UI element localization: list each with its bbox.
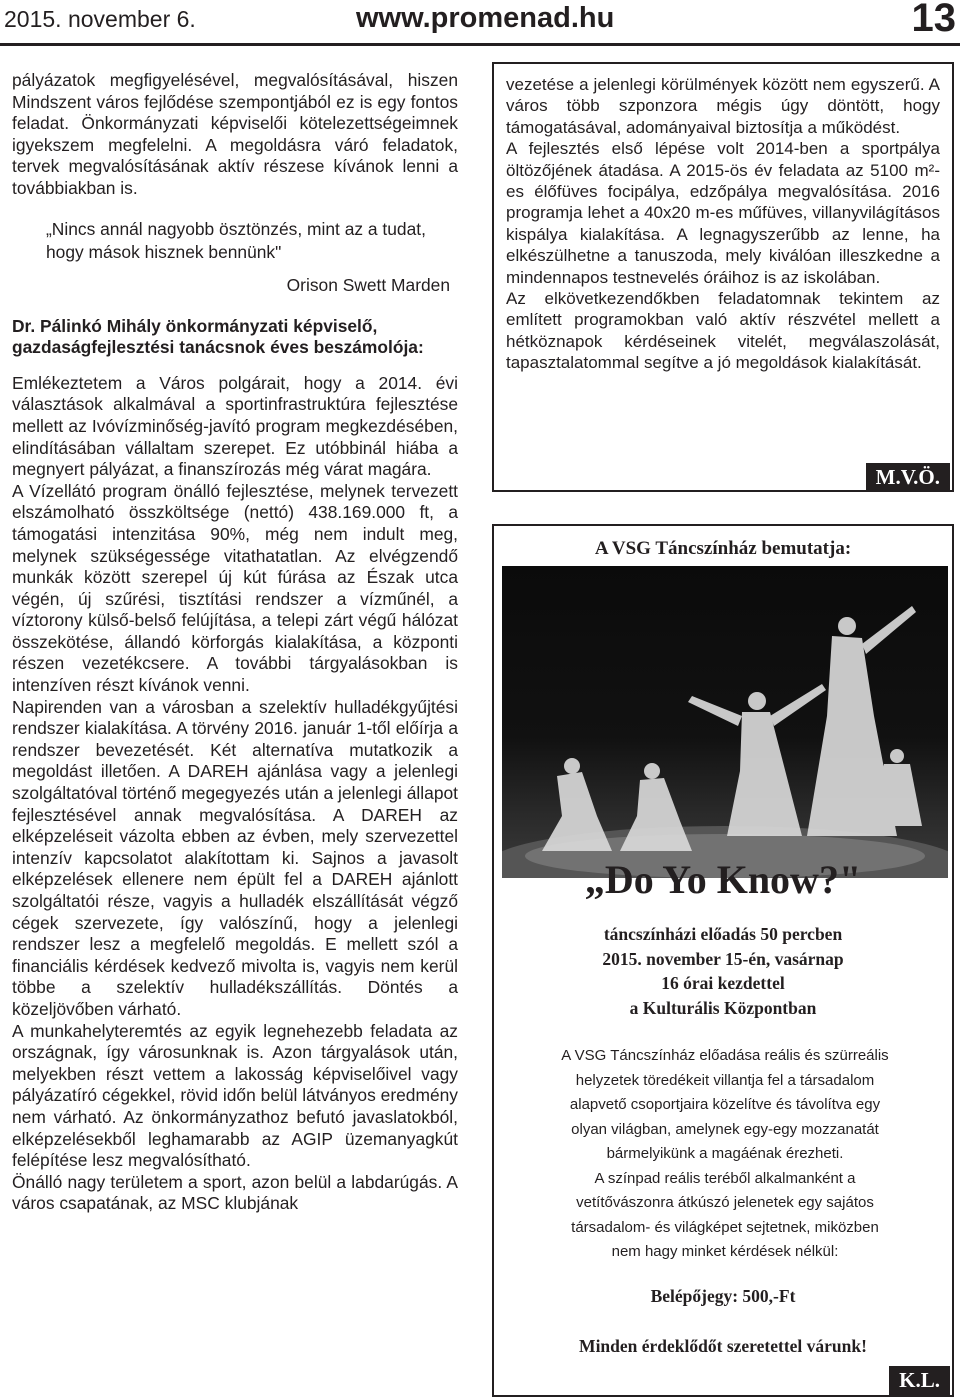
report-continuation-box [492,62,954,492]
event-detail-line: táncszínházi előadás 50 percben [603,924,843,944]
ticket-price: Belépőjegy: 500,-Ft [650,1286,796,1306]
quote: „Nincs annál nagyobb ösztönzés, mint az a tudat, hogy mások hisznek bennünk" [46,218,426,262]
issue-date: 2015. november 6. [4,6,196,32]
dancers-silhouette-icon [502,566,948,878]
continuation-paragraph: A fejlesztés első lépése volt 2014-ben a sportpálya öltözőjének átadása. A 2015-ös év feladata az 5100 m²-es élőfüves focipálya, edzőpálya megvalósítása. 2016 programja lehet a 40x20 m-es műfüves, villanyvilágításos kispálya kialakítása. A legnagyszerűbb az lenne, ha elkészülhetne a tanuszoda, mely kiválóan illeszkedne a mindennapos testnevelés óráihoz is az iskolában. [506,139,940,287]
body-paragraph: Önálló nagy területem a sport, azon belül a labdarúgás. A város csapatának, az MSC klubjának [12,1171,458,1214]
body-paragraph: A Vízellátó program önálló fejlesztése, melynek tervezett elszámolható összköltsége (nettó) 438.169.000 ft, a támogatási intenzitása 90%, még nem indult meg, melynek szükségessége vitathatatlan. Az elvégzendő munkák között szerepel új kút fúrása az Észak utca végén, új szűrési, tisztítási rendszer a vízműnél, a víztorony külső-belső felújítása, a telepi zárt végű hálózat összekötése, állandó körforgás kialakítása, a központi részen vezetékcsere. A további tárgyalásokban is intenzíven részt kívánok venni. [12,480,458,696]
website-url: www.promenad.hu [356,2,615,34]
report-heading: Dr. Pálinkó Mihály önkormányzati képviselő, gazdaságfejlesztési tanácsnok éves beszámolója: [12,315,424,358]
intro-paragraph: pályázatok megfigyelésével, megvalósításával, hiszen Mindszent város fejlődése szempontjából ez is egy fontos feladat. Önkormányzati képviselői kötelezettségeimnek igyekszem megfelelni. A megoldásra váró feladatok, tervek megvalósításának aktív részese kívánok lenni a továbbiakban is. [12,70,458,198]
body-paragraph: Napirenden van a városban a szelektív hulladékgyűjtési rendszer kialakítása. A törvény 2016. január 1-től előírja a rendszer bevezetését. Két alternatíva mutatkozik a megoldást illetően. A DAREH ajánlása vagy a jelenlegi szolgáltatóval történő megegyezés után a jelenlegi állapot fejlesztésével annak megvalósítása. A DAREH az elképzeléseit vázolta ebben az évben, mely szervezettel intenzív kapcsolatot alakítottam ki. Sajnos a javasolt elképzelések ellenere nem épült fel a DAREH ajánlott szolgáltatói része, vagyis a hulladék elszállítását végző cégek szervezete, így valószínű, hogy a jelenlegi rendszer lesz a megfelelő megoldás. E mellett szól a financiális kérdések kedvező mivolta is, vagyis nem kerül többe a szelektív hulladékszállítás. Döntés a közeljövőben várható. [12,696,458,1019]
page-number: 13 [911,0,956,40]
description-line: A VSG Táncszínház előadása reális és szürreális [561,1047,889,1064]
report-body [12,373,458,1215]
event-detail-line: 16 órai kezdettel [661,973,785,993]
header-rule [0,43,960,46]
description-line: vetítővászonra átkúszó jelenetek egy sajátos [576,1194,874,1211]
quote-author: Orison Swett Marden [286,274,450,295]
description-line: olyan világban, amelynek egy-egy mozzanatát [571,1120,879,1138]
description-line: bármelyikünk a magáénak érezheti. [606,1145,844,1162]
event-title: „Do Yo Know?" [584,857,862,902]
left-column [12,70,458,1215]
event-detail-line: 2015. november 15-én, vasárnap [602,948,844,969]
description-line: nem hagy minket kérdések nélkül: [611,1243,839,1260]
event-announcement [492,524,954,1397]
event-details [494,922,952,1020]
continuation-paragraph: vezetése a jelenlegi körülmények között nem egyszerű. A város több szponzora mégis úgy döntött, hogy támogatásával, adományaival biztosítja a működést. [506,75,940,137]
description-line: A színpad reális teréből alkalmanként a [594,1169,856,1187]
body-paragraph: Emlékeztetem a Város polgárait, hogy a 2014. évi választások alkalmával a sportinfrastruktúra fejlesztése mellett az Ivóvízminőség-javító program megkezdésében, elindításában vállaltam szerepet. Ez utóbbinál hiába a megnyert pályázat, a finanszírozás még várat magára. [12,372,458,480]
dance-photo [502,566,948,878]
page-header [0,0,960,44]
author-signature: M.V.Ö. [866,463,950,492]
description-line: helyzetek töredékeit villantja fel a társadalom [575,1071,875,1089]
event-presenter: A VSG Táncszínház bemutatja: [594,538,852,559]
event-description [524,1044,926,1265]
description-line: alapvető csoportjaira közelítve és távolítva egy [569,1096,881,1113]
description-line: társadalom- és világképet sejtetnek, miközben [571,1218,879,1236]
body-paragraph: A munkahelyteremtés az egyik legnehezebb feladata az országnak, így városunknak is. Azon tárgyalások után, melyekben részt vettem a lakosság képviselőivel vagy pályázatíró cégekkel, rövid időn belül látványos eredmény nem várható. Az önkormányzathoz befutó javaslatokból, elképzelésekből leghamarabb az AGIP üzemanyagkút felépítése lesz megvalósítható. [12,1020,458,1171]
continuation-paragraph: Az elkövetkezendőkben feladatomnak tekintem az említett programokban való aktív részvétel mellett a hétköznapok kérdéseinek vitelét, megválaszolását, tapasztalatommal segítve a jó megoldások kialakítását. [506,289,940,373]
welcome-message: Minden érdeklődőt szeretettel várunk! [579,1336,867,1356]
event-detail-line: a Kulturális Központban [629,997,817,1018]
event-signature: K.L. [889,1366,950,1395]
